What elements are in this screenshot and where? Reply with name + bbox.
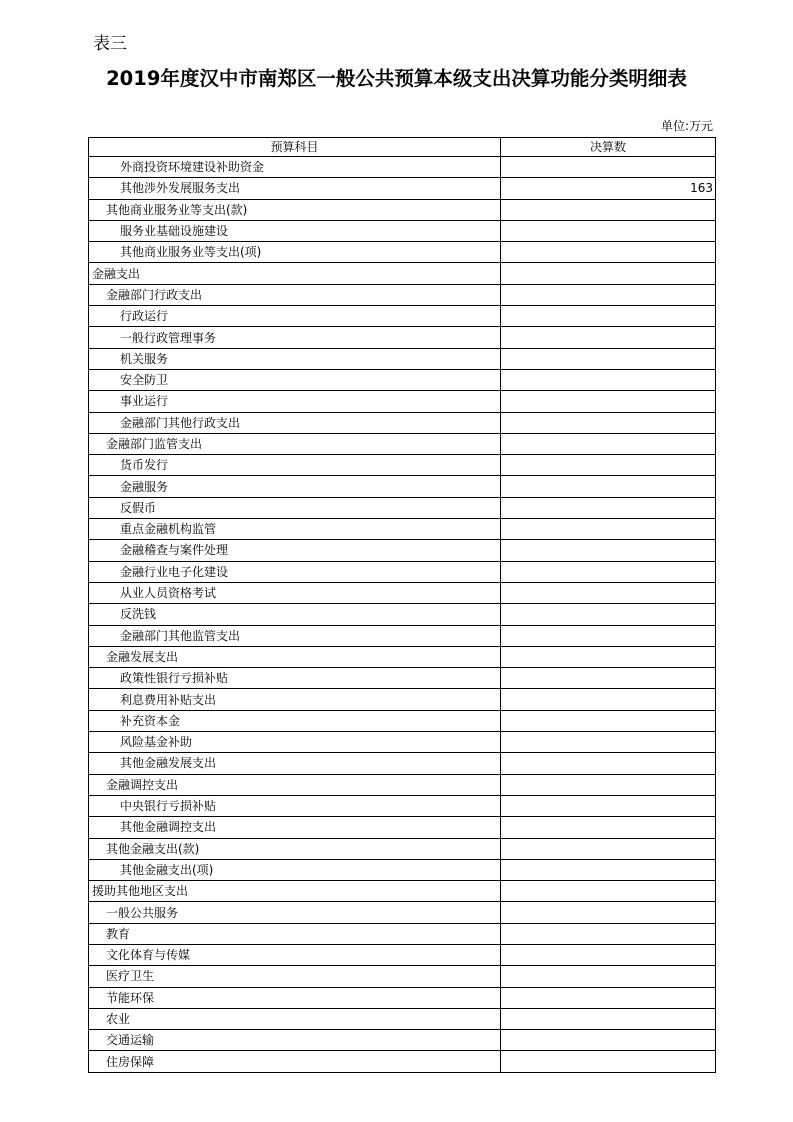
- amount-cell: [501, 476, 716, 497]
- subject-cell: 一般公共服务: [89, 902, 501, 923]
- amount-cell: [501, 838, 716, 859]
- amount-cell: [501, 433, 716, 454]
- table-row: [89, 902, 716, 923]
- table-row: [89, 923, 716, 944]
- subject-cell: 货币发行: [89, 455, 501, 476]
- header-subject: 预算科目: [89, 138, 501, 157]
- amount-cell: [501, 306, 716, 327]
- table-label: 表三: [93, 34, 127, 54]
- subject-cell: 教育: [89, 923, 501, 944]
- amount-cell: [501, 902, 716, 923]
- table-row: [89, 1051, 716, 1072]
- table-row: [89, 582, 716, 603]
- subject-cell: 金融部门其他监管支出: [89, 625, 501, 646]
- amount-cell: [501, 689, 716, 710]
- amount-cell: [501, 157, 716, 178]
- table-row: [89, 753, 716, 774]
- subject-cell: 行政运行: [89, 306, 501, 327]
- subject-cell: 金融部门监管支出: [89, 433, 501, 454]
- amount-cell: [501, 966, 716, 987]
- header-amount: 决算数: [501, 138, 716, 157]
- amount-cell: [501, 625, 716, 646]
- subject-cell: 其他商业服务业等支出(款): [89, 199, 501, 220]
- table-row: [89, 391, 716, 412]
- subject-cell: 医疗卫生: [89, 966, 501, 987]
- table-row: [89, 519, 716, 540]
- subject-cell: 从业人员资格考试: [89, 582, 501, 603]
- subject-cell: 事业运行: [89, 391, 501, 412]
- amount-cell: [501, 455, 716, 476]
- table-body: [89, 157, 716, 1073]
- subject-cell: 其他金融发展支出: [89, 753, 501, 774]
- subject-cell: 金融发展支出: [89, 646, 501, 667]
- table-row: [89, 284, 716, 305]
- amount-cell: [501, 540, 716, 561]
- table-row: [89, 881, 716, 902]
- unit-note: 单位:万元: [660, 119, 713, 133]
- amount-cell: [501, 391, 716, 412]
- amount-cell: [501, 753, 716, 774]
- amount-cell: [501, 1030, 716, 1051]
- amount-cell: [501, 497, 716, 518]
- table-row: [89, 157, 716, 178]
- subject-cell: 金融部门其他行政支出: [89, 412, 501, 433]
- amount-cell: [501, 1008, 716, 1029]
- subject-cell: 金融稽查与案件处理: [89, 540, 501, 561]
- amount-cell: [501, 412, 716, 433]
- amount-cell: [501, 881, 716, 902]
- subject-cell: 其他涉外发展服务支出: [89, 178, 501, 199]
- table-row: [89, 604, 716, 625]
- amount-cell: [501, 944, 716, 965]
- table-row: [89, 817, 716, 838]
- amount-cell: [501, 668, 716, 689]
- amount-cell: [501, 710, 716, 731]
- table-row: [89, 178, 716, 199]
- subject-cell: 政策性银行亏损补贴: [89, 668, 501, 689]
- table-row: [89, 1008, 716, 1029]
- table-row: [89, 242, 716, 263]
- table-row: [89, 306, 716, 327]
- amount-cell: [501, 242, 716, 263]
- amount-cell: [501, 369, 716, 390]
- table-row: [89, 987, 716, 1008]
- table-row: [89, 348, 716, 369]
- amount-cell: [501, 774, 716, 795]
- subject-cell: 一般行政管理事务: [89, 327, 501, 348]
- subject-cell: 其他金融支出(款): [89, 838, 501, 859]
- subject-cell: 安全防卫: [89, 369, 501, 390]
- subject-cell: 金融支出: [89, 263, 501, 284]
- amount-cell: [501, 604, 716, 625]
- amount-cell: [501, 199, 716, 220]
- amount-cell: [501, 561, 716, 582]
- subject-cell: 金融服务: [89, 476, 501, 497]
- table-row: [89, 561, 716, 582]
- table-row: [89, 732, 716, 753]
- subject-cell: 机关服务: [89, 348, 501, 369]
- table-row: [89, 476, 716, 497]
- table-row: [89, 199, 716, 220]
- subject-cell: 中央银行亏损补贴: [89, 795, 501, 816]
- table-row: [89, 327, 716, 348]
- subject-cell: 风险基金补助: [89, 732, 501, 753]
- table-row: [89, 795, 716, 816]
- subject-cell: 反假币: [89, 497, 501, 518]
- amount-cell: [501, 582, 716, 603]
- table-row: [89, 369, 716, 390]
- amount-cell: [501, 519, 716, 540]
- amount-cell: [501, 732, 716, 753]
- amount-cell: [501, 348, 716, 369]
- subject-cell: 其他商业服务业等支出(项): [89, 242, 501, 263]
- page-title: 2019年度汉中市南郑区一般公共预算本级支出决算功能分类明细表: [106, 67, 687, 90]
- table-row: [89, 859, 716, 880]
- table-row: [89, 412, 716, 433]
- table-row: [89, 433, 716, 454]
- subject-cell: 金融部门行政支出: [89, 284, 501, 305]
- amount-cell: 163: [501, 178, 716, 199]
- subject-cell: 节能环保: [89, 987, 501, 1008]
- subject-cell: 其他金融支出(项): [89, 859, 501, 880]
- table-row: [89, 838, 716, 859]
- table-row: [89, 497, 716, 518]
- expenditure-table: [88, 137, 716, 1073]
- table-row: [89, 540, 716, 561]
- table-row: [89, 944, 716, 965]
- subject-cell: 金融行业电子化建设: [89, 561, 501, 582]
- subject-cell: 重点金融机构监管: [89, 519, 501, 540]
- subject-cell: 其他金融调控支出: [89, 817, 501, 838]
- table-row: [89, 455, 716, 476]
- amount-cell: [501, 923, 716, 944]
- subject-cell: 援助其他地区支出: [89, 881, 501, 902]
- amount-cell: [501, 795, 716, 816]
- table-row: [89, 646, 716, 667]
- amount-cell: [501, 817, 716, 838]
- subject-cell: 利息费用补贴支出: [89, 689, 501, 710]
- subject-cell: 金融调控支出: [89, 774, 501, 795]
- table-row: [89, 689, 716, 710]
- amount-cell: [501, 646, 716, 667]
- amount-cell: [501, 1051, 716, 1072]
- subject-cell: 外商投资环境建设补助资金: [89, 157, 501, 178]
- amount-cell: [501, 220, 716, 241]
- amount-cell: [501, 327, 716, 348]
- table-row: [89, 220, 716, 241]
- table-row: [89, 966, 716, 987]
- table-row: [89, 1030, 716, 1051]
- subject-cell: 住房保障: [89, 1051, 501, 1072]
- table-row: [89, 668, 716, 689]
- subject-cell: 文化体育与传媒: [89, 944, 501, 965]
- amount-cell: [501, 284, 716, 305]
- subject-cell: 补充资本金: [89, 710, 501, 731]
- amount-cell: [501, 859, 716, 880]
- amount-cell: [501, 263, 716, 284]
- subject-cell: 反洗钱: [89, 604, 501, 625]
- subject-cell: 服务业基础设施建设: [89, 220, 501, 241]
- subject-cell: 交通运输: [89, 1030, 501, 1051]
- subject-cell: 农业: [89, 1008, 501, 1029]
- table-row: [89, 263, 716, 284]
- table-row: [89, 774, 716, 795]
- table-header-row: [89, 138, 716, 157]
- table-row: [89, 710, 716, 731]
- table-row: [89, 625, 716, 646]
- amount-cell: [501, 987, 716, 1008]
